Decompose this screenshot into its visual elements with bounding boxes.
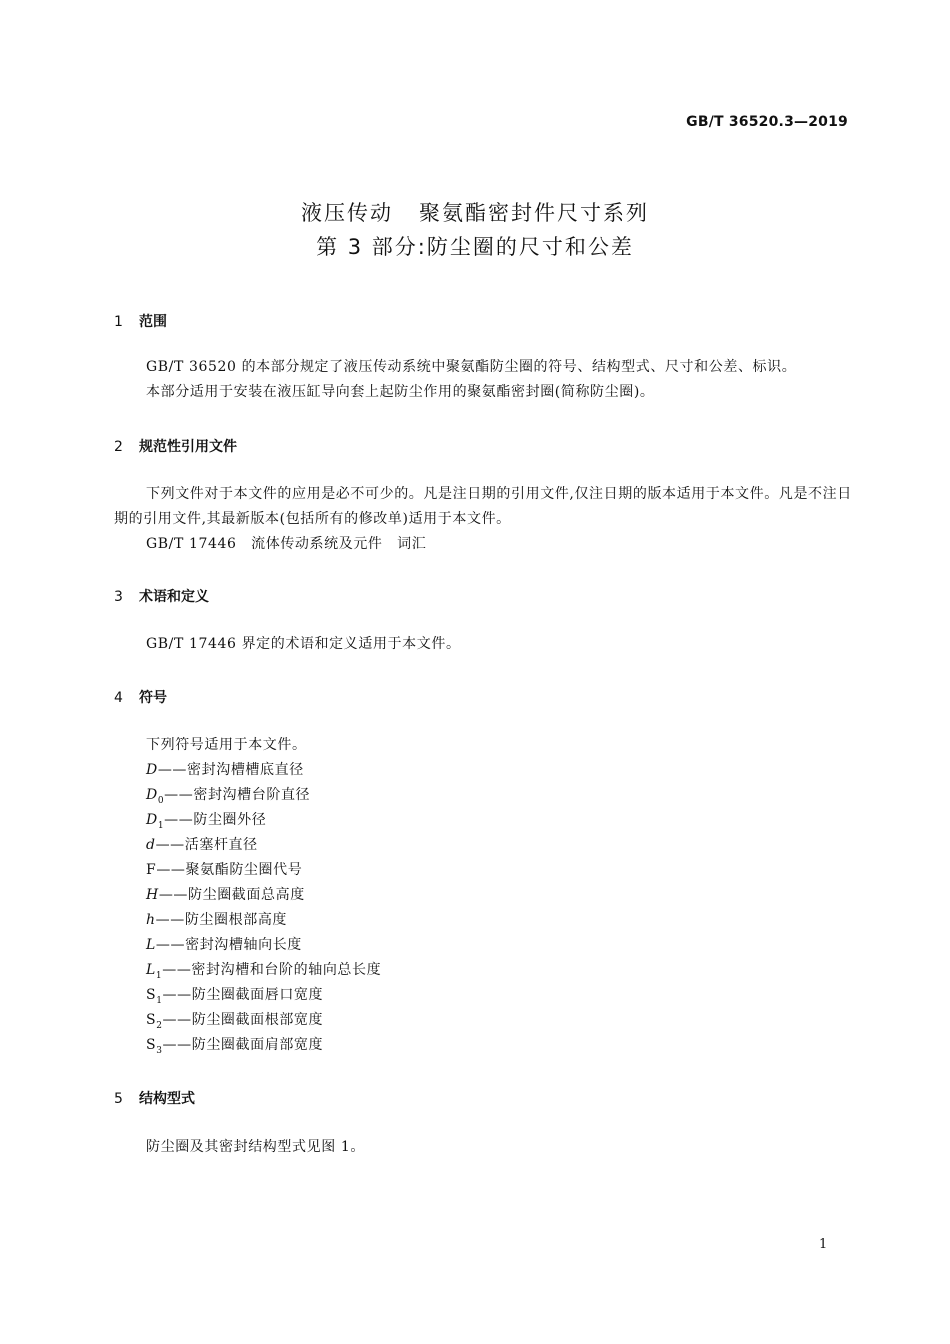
symbols-intro: 下列符号适用于本文件。 <box>146 737 307 753</box>
symbol-letter: S <box>146 1037 157 1053</box>
symbol-subscript: 1 <box>157 820 165 831</box>
reference-entry <box>114 532 852 557</box>
paragraph: 本部分适用于安装在液压缸导向套上起防尘作用的聚氨酯密封圈(简称防尘圈)。 <box>146 384 655 400</box>
symbol-letter: H <box>146 887 159 903</box>
symbol-letter: S <box>146 1012 157 1028</box>
symbol-letter: h <box>146 912 156 928</box>
reference-title: 流体传动系统及元件 词汇 <box>251 536 427 552</box>
symbol-letter: D <box>146 787 158 803</box>
terms-paragraph <box>114 632 852 657</box>
document-title-line2: 第 3 部分:防尘圈的尺寸和公差 <box>316 235 634 259</box>
symbol-letter: L <box>146 962 156 978</box>
symbol-subscript: 1 <box>156 995 163 1006</box>
scope-paragraphs <box>114 355 852 405</box>
symbol-entry <box>146 784 310 806</box>
section-number: 3 <box>114 589 123 605</box>
symbol <box>146 887 159 903</box>
symbol <box>146 1037 163 1056</box>
section-number: 5 <box>114 1091 123 1107</box>
symbol-entry <box>146 809 266 831</box>
symbol-description: ——密封沟槽台阶直径 <box>164 787 311 803</box>
symbol-description: ——聚氨酯防尘圈代号 <box>156 862 303 878</box>
symbol-description: ——防尘圈截面肩部宽度 <box>162 1037 324 1053</box>
symbol-entry <box>146 759 304 779</box>
paragraph: GB/T 17446 界定的术语和定义适用于本文件。 <box>146 636 461 652</box>
symbol <box>146 937 156 953</box>
symbol <box>146 862 156 878</box>
symbol-entry <box>146 834 258 854</box>
section-number: 2 <box>114 439 123 455</box>
symbol-description: ——防尘圈截面根部宽度 <box>162 1012 324 1028</box>
paragraph: 下列文件对于本文件的应用是必不可少的。凡是注日期的引用文件,仅注日期的版本适用于本文件。凡是不注日期的引用文件,其最新版本(包括所有的修改单)适用于本文件。 <box>114 486 852 527</box>
standard-number: GB/T 36520.3—2019 <box>686 114 848 130</box>
symbol <box>146 812 164 831</box>
symbol-entry <box>146 934 302 954</box>
symbol <box>146 837 156 853</box>
section-title: 术语和定义 <box>139 589 209 605</box>
symbol-subscript: 0 <box>157 795 165 806</box>
symbol-entry <box>146 909 287 929</box>
section-heading-structure <box>114 1088 195 1108</box>
symbol <box>146 1012 163 1031</box>
symbol <box>146 762 158 778</box>
page-number: 1 <box>819 1237 828 1252</box>
section-title: 结构型式 <box>139 1091 195 1107</box>
section-title: 范围 <box>139 314 167 330</box>
symbol-description: ——密封沟槽轴向长度 <box>155 937 302 953</box>
symbol-entry <box>146 1009 323 1031</box>
section-title: 符号 <box>139 690 167 706</box>
section-heading-normative-refs <box>114 436 237 456</box>
symbol-entry <box>146 984 323 1006</box>
symbol-letter: d <box>146 837 156 853</box>
symbol-description: ——防尘圈根部高度 <box>155 912 288 928</box>
section-heading-scope <box>114 311 167 331</box>
symbol-description: ——防尘圈截面唇口宽度 <box>162 987 324 1003</box>
document-title-line1 <box>0 197 950 227</box>
symbol-entry <box>146 1034 323 1056</box>
section-heading-terms <box>114 586 209 606</box>
symbol-entry <box>146 859 302 879</box>
section-heading-symbols <box>114 687 167 707</box>
symbol-description: ——防尘圈截面总高度 <box>158 887 305 903</box>
symbol-description: ——活塞杆直径 <box>155 837 258 853</box>
section-number: 4 <box>114 690 123 706</box>
symbol <box>146 962 162 981</box>
symbol-letter: L <box>146 937 156 953</box>
section-title: 规范性引用文件 <box>139 439 237 455</box>
symbol-letter: D <box>146 762 158 778</box>
section-number: 1 <box>114 314 123 330</box>
symbol <box>146 912 156 928</box>
symbol-letter: S <box>146 987 157 1003</box>
symbol-description: ——密封沟槽槽底直径 <box>157 762 304 778</box>
symbol <box>146 787 164 806</box>
symbol-subscript: 1 <box>155 970 163 981</box>
symbol-description: ——防尘圈外径 <box>164 812 267 828</box>
reference-code: GB/T 17446 <box>146 536 237 552</box>
symbol-entry <box>146 959 381 981</box>
paragraph: GB/T 36520 的本部分规定了液压传动系统中聚氨酯防尘圈的符号、结构型式、尺寸和公差、标识。 <box>146 359 797 375</box>
symbol-subscript: 3 <box>156 1045 163 1056</box>
symbol-letter: F <box>146 862 157 878</box>
symbol-letter: D <box>146 812 158 828</box>
title-part-b: 聚氨酯密封件尺寸系列 <box>419 201 649 225</box>
symbol <box>146 987 163 1006</box>
symbol-subscript: 2 <box>156 1020 163 1031</box>
title-part-a: 液压传动 <box>301 201 393 225</box>
symbol-entry <box>146 884 305 904</box>
normative-refs-paragraphs <box>114 482 852 557</box>
structure-paragraph: 防尘圈及其密封结构型式见图 1。 <box>146 1139 365 1155</box>
symbol-description: ——密封沟槽和台阶的轴向总长度 <box>162 962 382 978</box>
